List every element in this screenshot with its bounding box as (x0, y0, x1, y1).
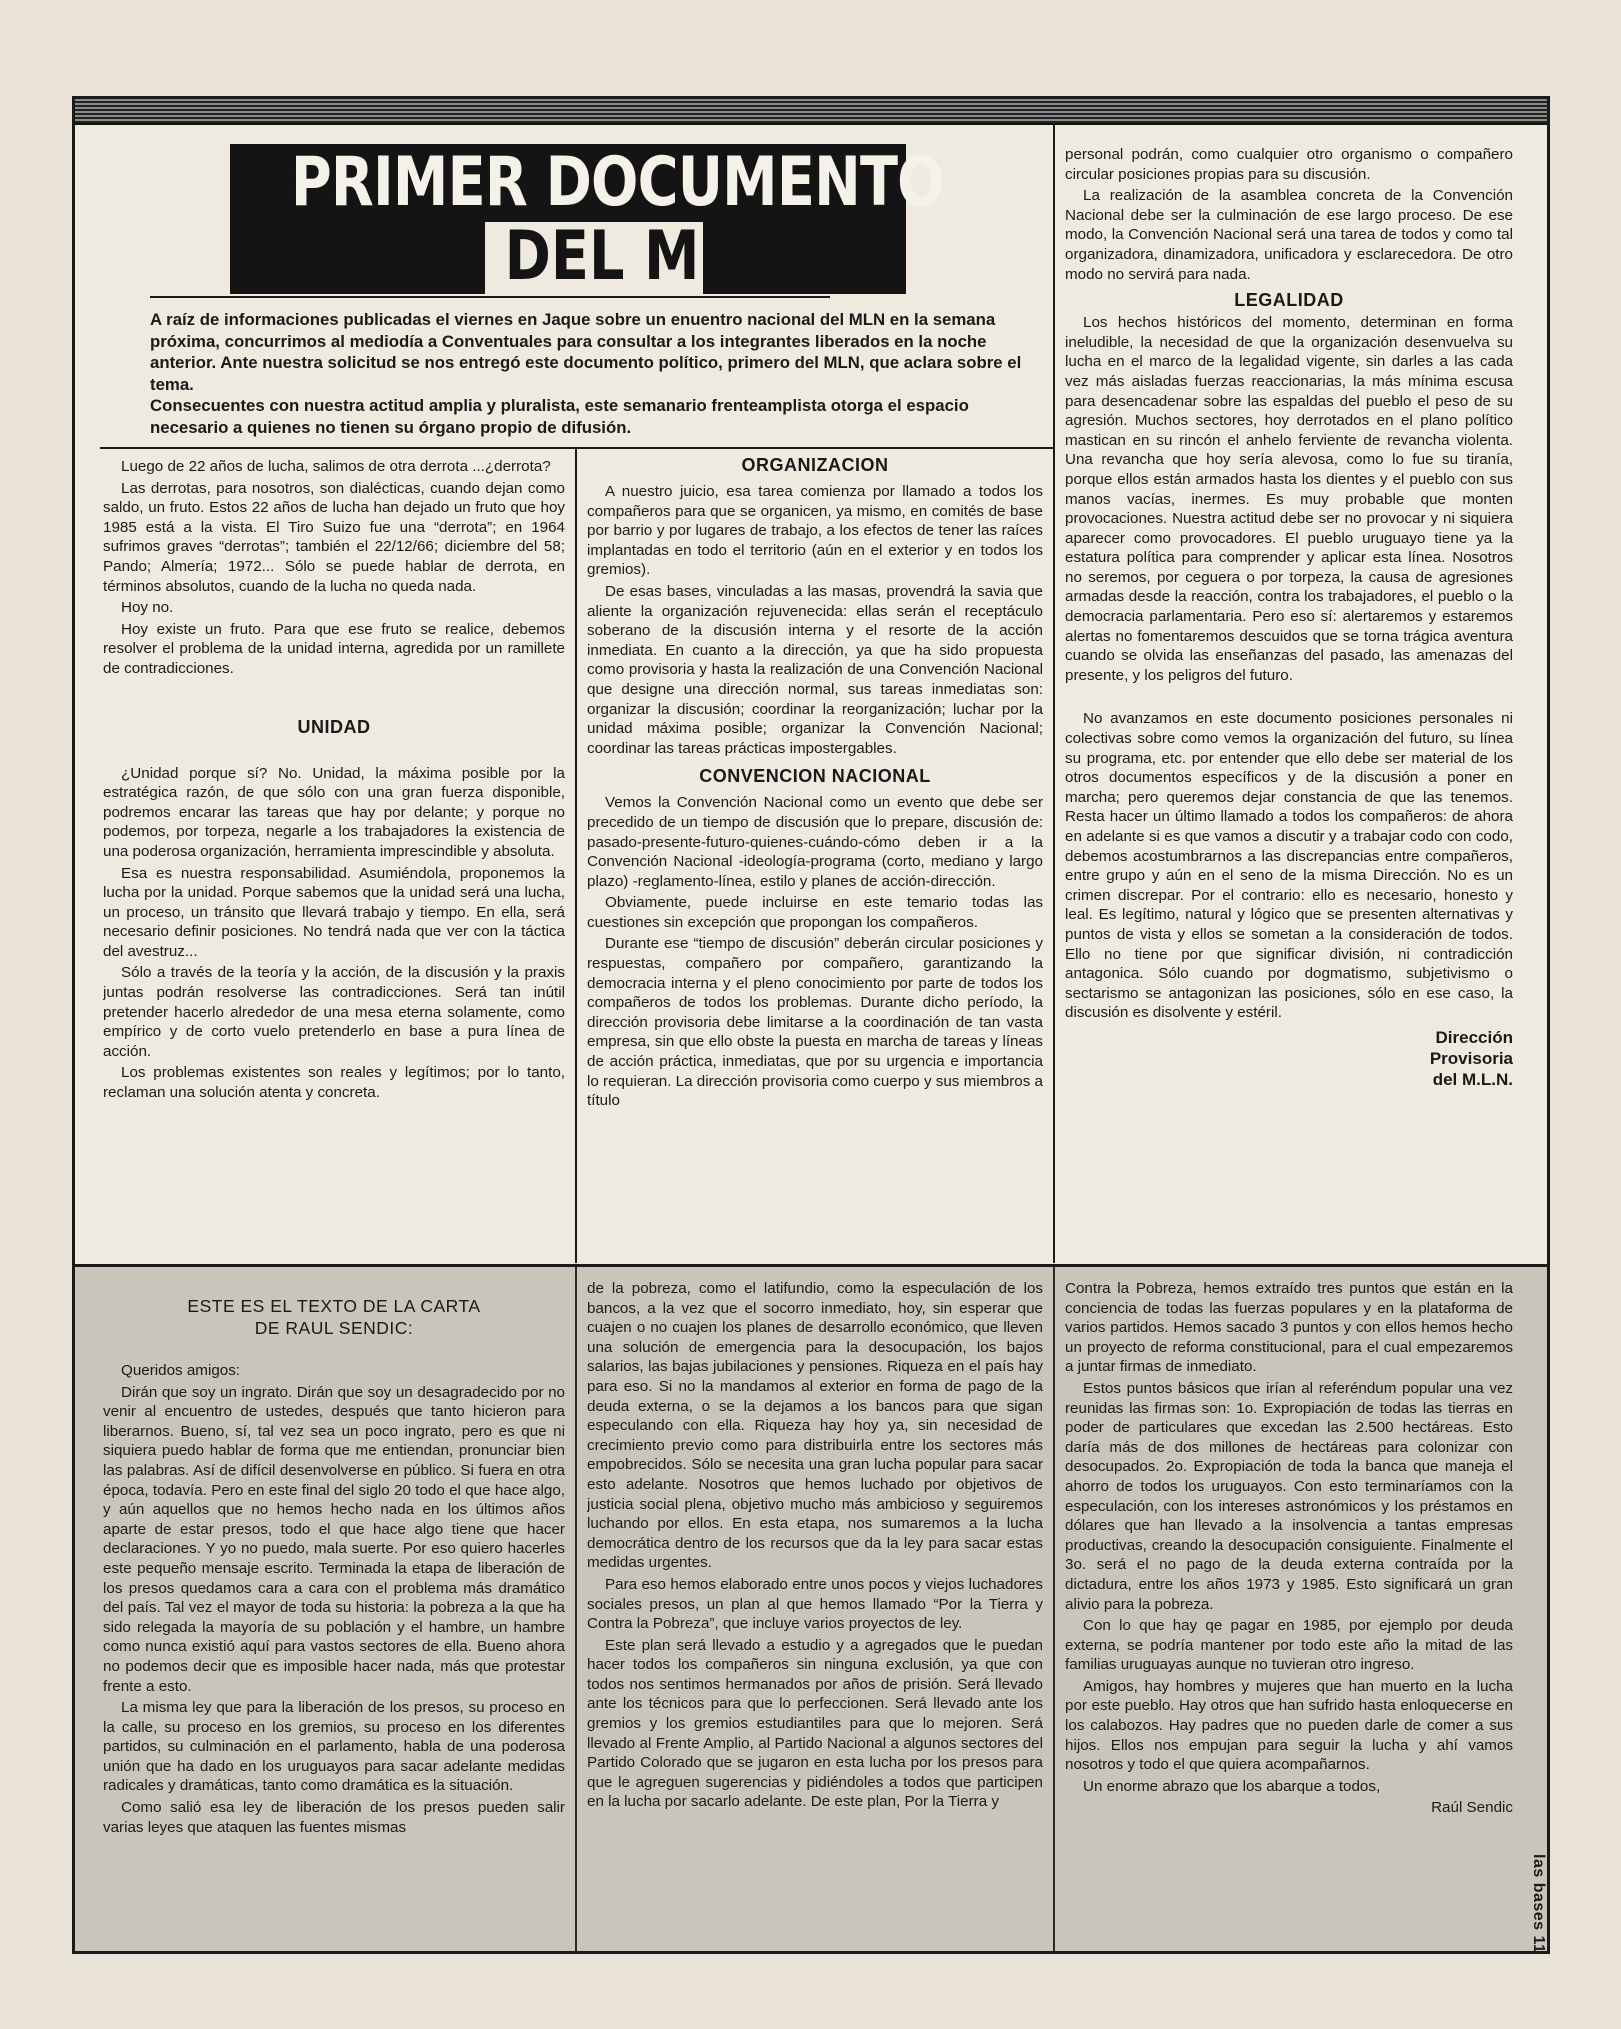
letter-title-line-1: ESTE ES EL TEXTO DE LA CARTA (187, 1296, 481, 1316)
paragraph: No avanzamos en este documento posiciones personales ni colectivas sobre como vemos la organización del futuro, su línea su programa, etc. por entender que ello debe ser material de los otros documentos específicos y de la discusión a poner en marcha; pero queremos dejar constancia de que las tenemos. Resta hacer un último llamado a todos los compañeros: de ahora en adelante si es que vamos a discutir y a trabajar codo con codo, debemos acostumbrarnos a las discrepancias entre compañeros, entre grupo y aún en el seno de la misma Dirección. No es un crimen discrepar. Por el contrario: ello es necesario, honesto y leal. Es legítimo, natural y lógico que se presenten alternativas y puntos de vista y ellos se sometan a la consideración de todos. Ello no tiene por que significar división, ni contradicción antagonica. Sólo cuando por dogmatismo, subjetivismo o sectarismo se antagonizan las posiciones, sólo en ese caso, la discusión es disolvente y estéril. (1065, 710, 1513, 1022)
headline-line-2-box (485, 217, 782, 296)
letter-section (75, 1264, 1547, 1954)
article-column-3 (1065, 145, 1513, 1259)
letter-title (103, 1295, 565, 1339)
lead-bottom-rule (100, 447, 1053, 449)
top-rule-band (75, 99, 1547, 125)
headline-line-2: DEL MLN (504, 217, 782, 296)
paragraph: De esas bases, vinculadas a las masas, provendrá la savia que aliente la organización rejuvenecida: ellas serán el receptáculo soberano de la discusión interna y el resorte de la acción inmediata. En cuanto a la dirección, ya que ha sido propuesta como provisoria y hasta la realización de una Convención Nacional que designe una dirección normal, sus tareas inmediatas son: organizar la discusión; coordinar la reorganización; luchar por la unidad máxima posible; organizar la Convención Nacional; coordinar las tareas prácticas impostergables. (587, 582, 1043, 757)
lead-paragraph (150, 309, 1050, 438)
letter-salutation: Queridos amigos: (121, 1362, 241, 1379)
paragraph: Luego de 22 años de lucha, salimos de otra derrota ...¿derrota? (121, 458, 551, 475)
lead-text-1: A raíz de informaciones publicadas el viernes en Jaque sobre un enuentro nacional del MLN en la semana próxima, concurrimos al mediodía a Conventuales para consultar a los integrantes liberados en la noche anterior. Ante nuestra solicitud se nos entregó este documento político, primero del MLN, que aclara sobre el tema. (150, 310, 1022, 394)
paragraph: Como salió esa ley de liberación de los presos pueden salir varias leyes que ataquen las fuentes mismas (103, 1799, 565, 1836)
paragraph: Estos puntos básicos que irían al referéndum popular una vez reunidas las firmas son: 1o. Expropiación de todas las tierras en poder de particulares que excedan las 2.500 hectáreas. Esto daría más de dos millones de hectáreas para colonizar con desocupados. 2o. Expropiación de toda la banca que maneja el ahorro de todos los uruguayos. Con esto terminaríamos con la especulación, con los intereses astronómicos y los préstamos en dólares que han llevado a la insolvencia a tantas empresas productivas, creando la desocupación consiguiente. Finalmente el 3o. será el no pago de la deuda externa contraída por la dictadura, entre los años 1973 y 1985. Esto significará un gran alivio para la pobreza. (1065, 1379, 1513, 1613)
paragraph: Vemos la Convención Nacional como un evento que debe ser precedido de un tiempo de discusión que lo prepare, discusión de: pasado-presente-futuro-quienes-cuándo-cómo deben ir a la Convención Nacional -ideología-programa (corto, mediano y largo plazo) -reglamento-línea, estilo y planes de acción-dirección. (587, 794, 1043, 890)
paragraph: Los problemas existentes son reales y legítimos; por lo tanto, reclaman una solución atenta y concreta. (103, 1064, 565, 1102)
letter-signature: Raúl Sendic (1431, 1799, 1513, 1817)
paragraph: La misma ley que para la liberación de los presos, su proceso en la calle, su proceso en los gremios, su proceso en los diferentes partidos, su culminación en el parlamento, habla de una poderosa unión que ha dado en los uruguayos para sacar adelante medidas radicales y dramáticas, tanto como dramática es la situación. (103, 1699, 565, 1795)
paragraph: Para eso hemos elaborado entre unos pocos y viejos luchadores sociales presos, un plan al que hemos llamado “Por la Tierra y Contra la Pobreza”, que incluye varios proyectos de ley. (587, 1575, 1043, 1633)
section-heading-unidad: UNIDAD (297, 716, 371, 737)
column-divider-right (1053, 123, 1055, 1263)
paragraph: de la pobreza, como el latifundio, como la especulación de los bancos, a la vez que el socorro inmediato, hoy, sin esperar que cuajen o no cuajen los planes de desarrollo económico, que lleven una solución de emergencia para la desocupación, los bajos salarios, las bajas jubilaciones y pensiones. Riqueza en el país hay para eso. Si no la mandamos al exterior en forma de pago de la deuda externa, o se la dejamos a los bancos para que sigan especulando con ella. Riqueza hay hoy ya, sin necesidad de crecimiento previo como para distribuirla entre los sectores más empobrecidos. Sólo se necesita una gran lucha popular para sacar esto adelante. Nosotros que hemos luchado por objetivos de justicia social plena, objetivo mucho más ambicioso y seguiremos luchando por ellos. En esta etapa, nos sumaremos a la lucha democrática dentro de los recursos que da la ley para sacar estas medidas urgentes. (587, 1280, 1043, 1572)
headline-line-1: PRIMER DOCUMENTO (290, 143, 944, 222)
paragraph: Amigos, hay hombres y mujeres que han muerto en la lucha por este pueblo. Hay otros que han sufrido hasta enloquecerse en los calabozos. Hay padres que no pueden darle de comer a sus hijos. Ellos nos empujan para seguir la lucha y ahí vamos nosotros y todo el que quiera acompañarnos. (1065, 1677, 1513, 1774)
paragraph: Un enorme abrazo que los abarque a todos, (1083, 1777, 1381, 1795)
paragraph: Con lo que hay qe pagar en 1985, por ejemplo por deuda externa, se podría mantener por todo este año la mitad de las familias uruguayas aunque no tuvieran otro ingreso. (1065, 1617, 1513, 1674)
paragraph: Dirán que soy un ingrato. Dirán que soy un desagradecido por no venir al encuentro de ustedes, después que tanto hicieron para liberarnos. Bueno, sí, tal vez sea un poco ingrato, pero es que ni siquiera puedo hablar de forma que me entiendan, pronunciar bien las palabras. Así de difícil desenvolverse en público. Si fuera en otra época, todavía. Pero en este final del siglo 20 todo el que hace algo, y aún aquellos que no hemos hecho nada en los últimos años aparte de estar presos, todo el que hace algo tiene que hacer declaraciones. Y yo no puedo, mala suerte. Por eso quiero hacerles este pequeño mensaje escrito. Terminada la etapa de liberación de los presos quedamos cara a cara con el problema más dramático del país. Tal vez el mayor de toda su historia: la pobreza a la que ha sido relegada la mayoría de su población y el hambre, un hambre como nunca existió aquí para vastos sectores de ella. Bueno ahora no podemos decir que es imposible hacer nada, más que protestar frente a esto. (103, 1383, 565, 1695)
section-heading-convencion: CONVENCION NACIONAL (699, 766, 931, 787)
paragraph: A nuestro juicio, esa tarea comienza por llamado a todos los compañeros para que se organicen, ya mismo, en comités de base por barrio y por lugares de trabajo, a los efectos de tener las raíces implantadas en todo el territorio (aún en el exterior y en todos los gremios). (587, 483, 1043, 579)
column-divider-left (575, 449, 577, 1263)
paragraph: La realización de la asamblea concreta de la Convención Nacional debe ser la culminación de ese largo proceso. De ese modo, la Convención Nacional será una tarea de todos y como tal organizadora, dinamizadora, unificadora y esclarecedora. De otro modo no servirá para nada. (1065, 187, 1513, 283)
paragraph: personal podrán, como cualquier otro organismo o compañero circular posiciones propias para su discusión. (1065, 146, 1513, 183)
paragraph: ¿Unidad porque sí? No. Unidad, la máxima posible por la estratégica razón, de que sólo con una gran fuerza disponible, podremos encarar las tareas que hay por delante; y porque no podemos, por torpeza, negarle a los trabajadores la existencia de una poderosa organización, herramienta imprescindible y absoluta. (103, 764, 565, 860)
paragraph: Obviamente, puede incluirse en este temario todas las cuestiones sin excepción que propongan los compañeros. (587, 894, 1043, 931)
paragraph: Esa es nuestra responsabilidad. Asumiéndola, proponemos la lucha por la unidad. Porque sabemos que la unidad será una lucha, un proceso, un tránsito que llevará trabajo y tiempo. En ella, será necesario definir posiciones. No tendrá nada que ver con la táctica del avestruz... (103, 864, 565, 960)
headline-block (230, 143, 944, 296)
letter-column-1 (103, 1285, 565, 1947)
article-column-1 (103, 457, 565, 1257)
paragraph: Durante ese “tiempo de discusión” deberán circular posiciones y respuestas, compañero por compañero, garantizando la democracia interna y el pleno conocimiento por parte de todos los compañeros de todos los problemas. Durante dicho período, la dirección provisoria debe limitarse a la coordinación de tan vasta empresa, sin que ello obste la puesta en marcha de tareas y líneas de acción práctica, inmediatas, que por su urgencia e importancia lo requieran. La dirección provisoria como cuerpo y sus miembros a título (587, 935, 1043, 1110)
letter-divider-1 (575, 1267, 577, 1951)
letter-column-3 (1065, 1279, 1513, 1949)
signature-line: Provisoria (1429, 1048, 1513, 1068)
section-heading-legalidad: LEGALIDAD (1234, 290, 1344, 311)
letter-title-line-2: DE RAUL SENDIC: (254, 1318, 414, 1338)
lead-text-2: Consecuentes con nuestra actitud amplia y pluralista, este semanario frenteamplista otorga el espacio necesario a quienes no tienen su órgano propio de difusión. (150, 396, 969, 437)
letter-column-2 (587, 1279, 1043, 1949)
article-signature (1065, 1027, 1513, 1090)
section-heading-organizacion: ORGANIZACION (741, 455, 889, 475)
paragraph: Este plan será llevado a estudio y a agregados que le puedan hacer todos los compañeros sin ninguna exclusión, ya que con todos nos sentimos hermanados por años de prisión. Será llevado ante los técnicos para que lo perfeccionen. Será llevado ante los gremios y los gremios estudiantiles para que lo mejoren. Será llevado al Frente Amplio, al Partido Nacional a algunos sectores del Partido Colorado que se jugaron en esta lucha por los presos para que le agreguen sugerencias y pidiéndoles a todos que participen en la lucha por sacarlo adelante. De este plan, Por la Tierra y (587, 1636, 1043, 1811)
paragraph: Hoy existe un fruto. Para que ese fruto se realice, debemos resolver el problema de la unidad interna, agredida por un ramillete de contradicciones. (103, 620, 565, 677)
newspaper-page (72, 96, 1550, 1954)
headline-underline (150, 296, 830, 298)
letter-divider-2 (1053, 1267, 1055, 1951)
signature-line: Dirección (1435, 1027, 1513, 1047)
signature-line: del M.L.N. (1432, 1069, 1513, 1089)
article-column-2 (587, 453, 1043, 1259)
page-footer-label: las bases 11 (1530, 1854, 1547, 1954)
paragraph: Hoy no. (121, 599, 174, 617)
paragraph: Los hechos históricos del momento, determinan en forma ineludible, la necesidad de que la organización desenvuelva su lucha en el marco de la legalidad vigente, sin darles a las cada vez más aisladas fuerzas reaccionarias, la más mínima escusa para desencadenar sobre las espaldas del pueblo el peso de su agresión. Muchos sectores, hoy derrotados en el plano político mastican en su rincón el anhelo ferviente de revancha violenta. Una revancha que hoy sería alevosa, como lo fue su tiranía, porque ellos están armados hasta los dientes y el pueblo con sus manos vacías, inermes. Es muy probable que monten provocaciones. Nuestra actitud debe ser no provocar y ni siquiera aparecer como provocadores. El pueblo uruguayo tiene ya la estatura política para comprender y aplicar esta línea. Nosotros no seremos, por ceguera o por torpeza, la causa de agresiones armadas desde la reacción, contra los trabajadores, el pueblo o la democracia parlamentaria. Pero eso sí: alertaremos y estaremos alertas no fomentaremos descuidos que se torna trágica aventura cuando se olvida las enseñanzas del pasado, las amenazas del presente, y los peligros del futuro. (1065, 314, 1513, 684)
paragraph: Contra la Pobreza, hemos extraído tres puntos que están en la conciencia de todas las fuerzas populares y en la plataforma de varios partidos. Hemos sacado 3 puntos y con ellos hemos hecho un proyecto de reforma constitucional, para el cual empezaremos a juntar firmas de inmediato. (1065, 1280, 1513, 1376)
paragraph: Sólo a través de la teoría y la acción, de la discusión y la praxis juntas podrán resolverse las contradicciones. Será tan inútil pretender hacerlo alrededor de una mesa eterna solamente, como empírico y de corto vuelo pretenderlo en base a pura línea de acción. (103, 964, 565, 1060)
paragraph: Las derrotas, para nosotros, son dialécticas, cuando dejan como saldo, un fruto. Estos 22 años de lucha han dejado un fruto que hoy 1985 está a la vista. El Tiro Suizo fue una “derrota”; en 1964 sufrimos graves “derrotas”; también el 22/12/66; diciembre del 58; Pando; Almería; 1972... Sólo se puede hablar de derrota, en términos absolutos, cuando de la lucha no queda nada. (103, 479, 565, 595)
